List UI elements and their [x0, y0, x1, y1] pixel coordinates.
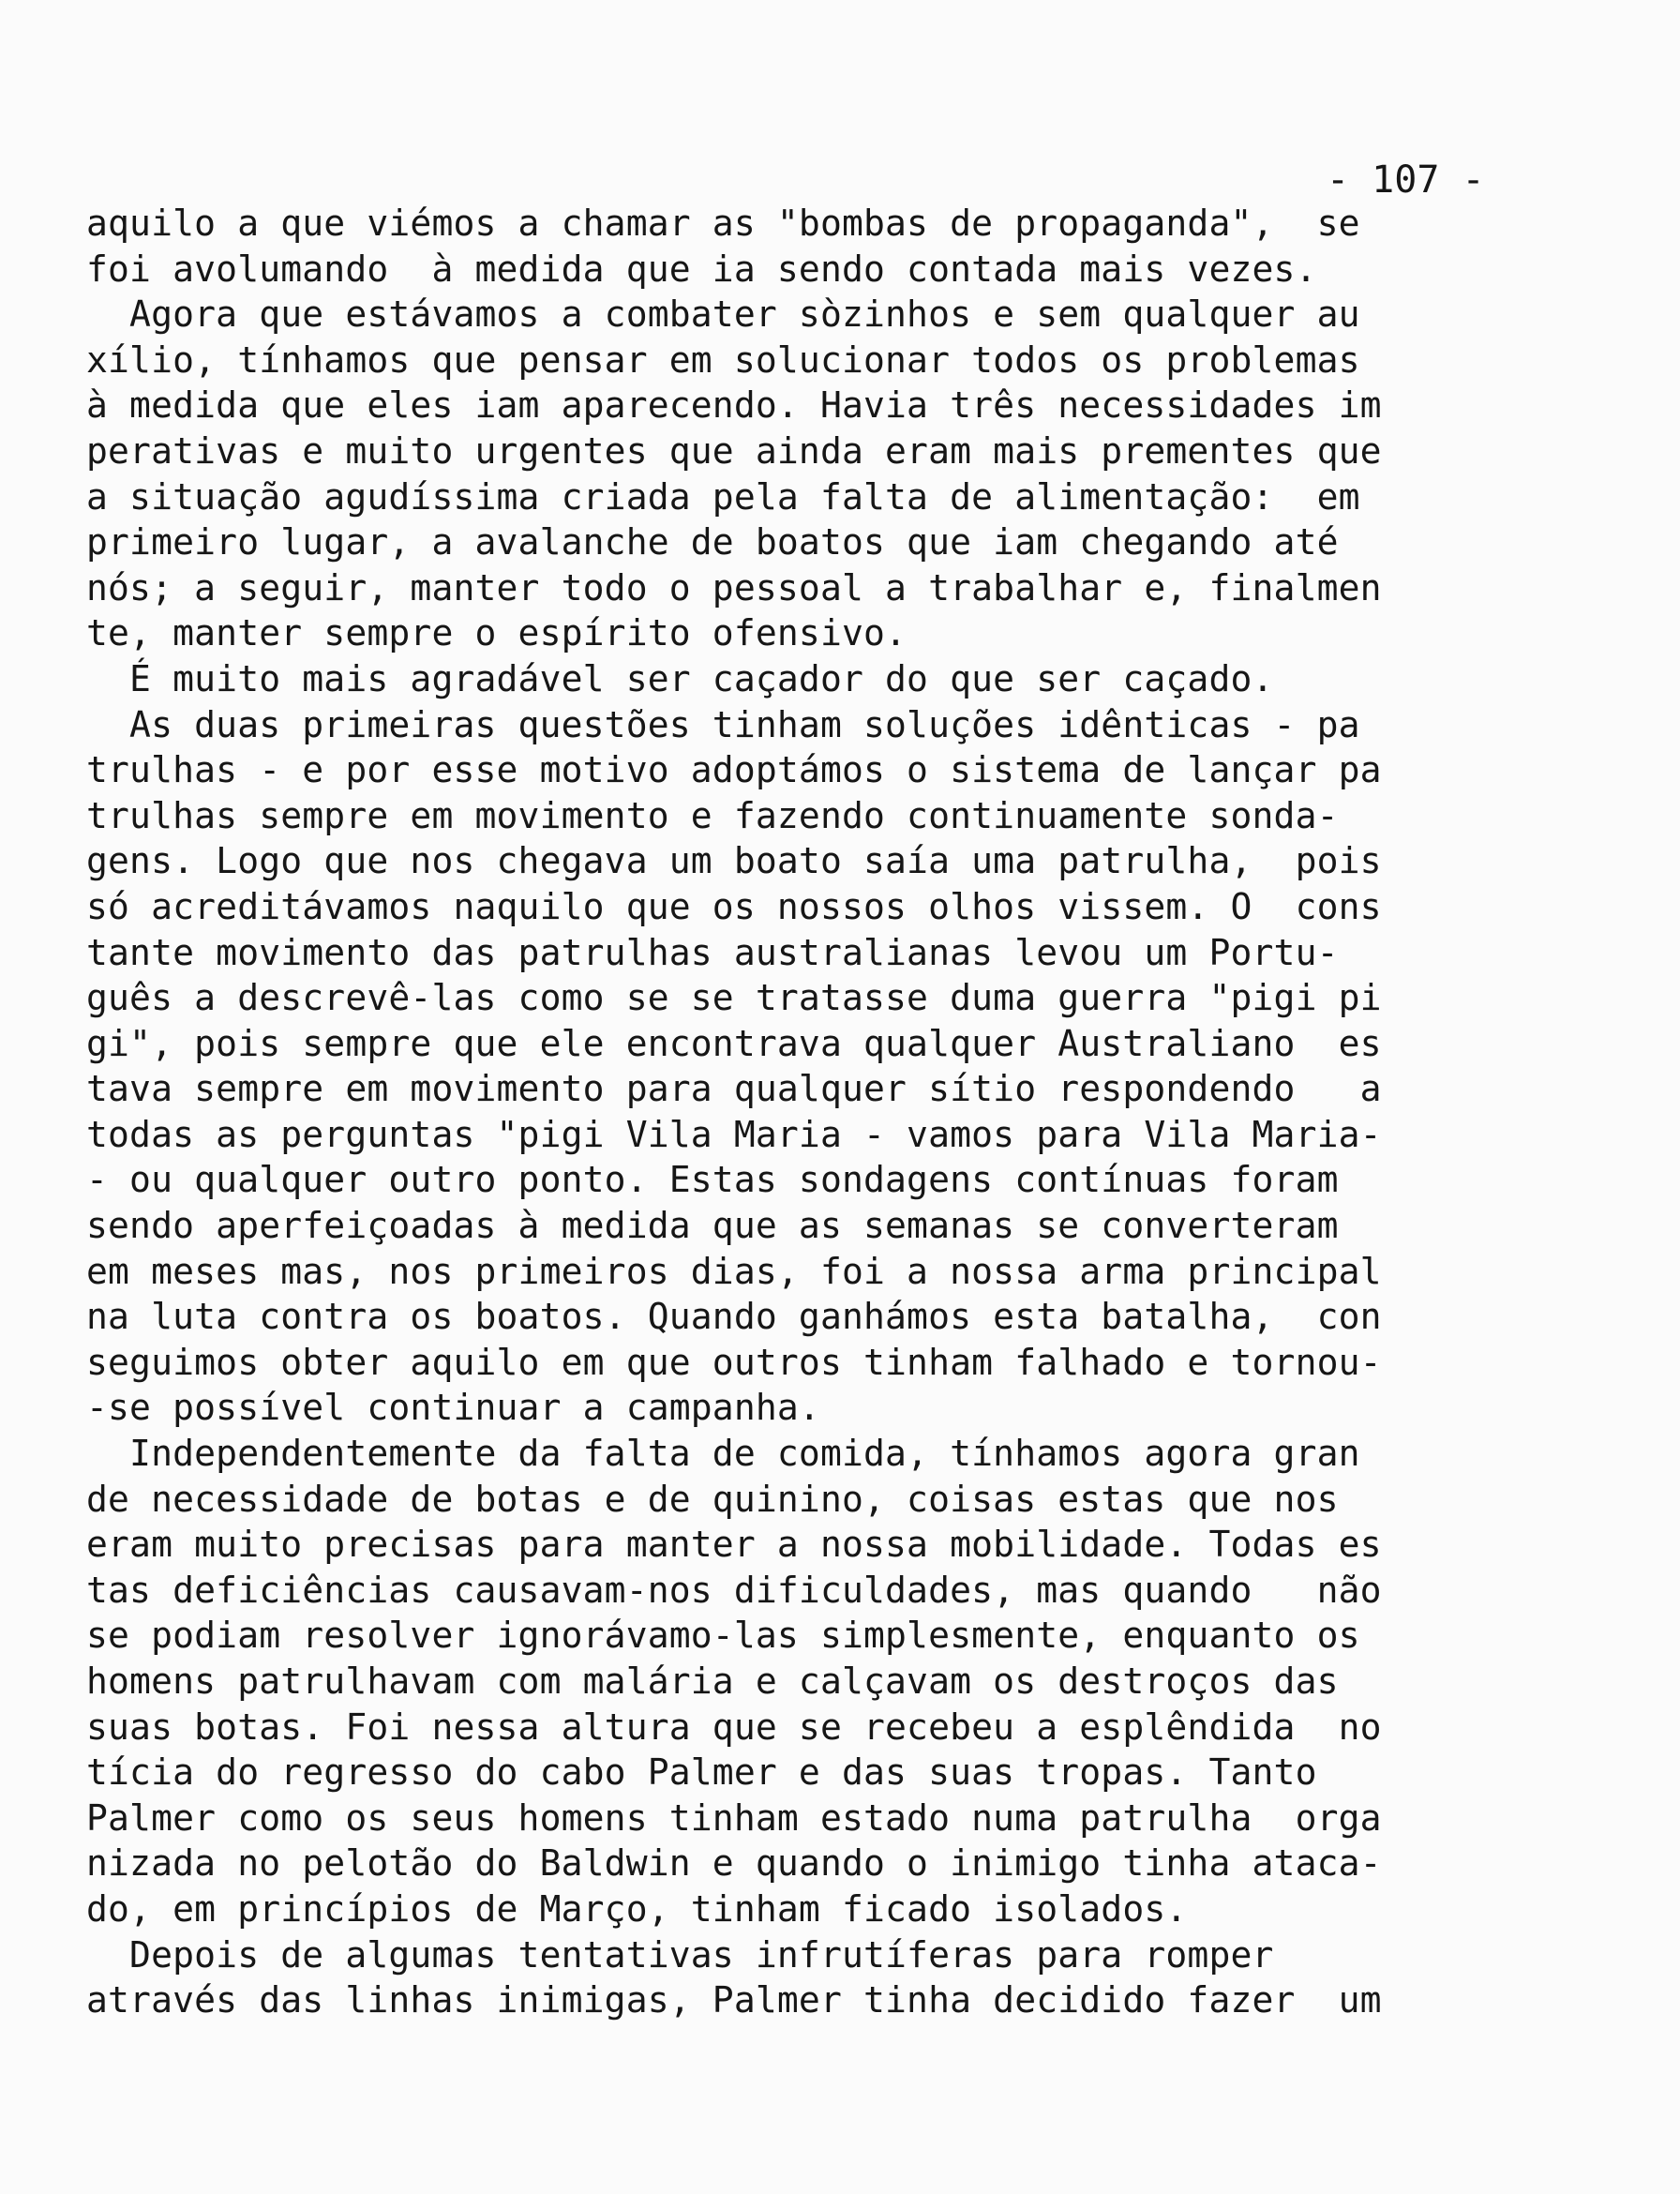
text-line: trulhas - e por esse motivo adoptámos o sistema de lançar pa — [86, 749, 1382, 791]
text-line: Palmer como os seus homens tinham estado numa patrulha orga — [86, 1796, 1382, 1839]
text-line: gi", pois sempre que ele encontrava qualquer Australiano es — [86, 1022, 1382, 1064]
text-line: em meses mas, nos primeiros dias, foi a nossa arma principal — [86, 1250, 1382, 1292]
text-line: trulhas sempre em movimento e fazendo continuamente sonda- — [86, 794, 1339, 836]
text-line: se podiam resolver ignorávamo-las simplesmente, enquanto os — [86, 1615, 1360, 1657]
text-line: tava sempre em movimento para qualquer sítio respondendo a — [86, 1068, 1382, 1110]
text-line: nós; a seguir, manter todo o pessoal a trabalhar e, finalmen — [86, 566, 1382, 609]
text-line: aquilo a que viémos a chamar as "bombas de propaganda", se — [86, 203, 1360, 244]
text-line: do, em princípios de Março, tinham ficado isolados. — [86, 1887, 1188, 1930]
text-line: É muito mais agradável ser caçador do que ser caçado. — [86, 657, 1274, 699]
text-line: a situação agudíssima criada pela falta de alimentação: em — [86, 475, 1360, 518]
text-line: tas deficiências causavam-nos dificuldades, mas quando não — [86, 1569, 1382, 1611]
text-line: Agora que estávamos a combater sòzinhos e sem qualquer au — [86, 293, 1360, 336]
text-line: As duas primeiras questões tinham soluções idênticas - pa — [86, 703, 1360, 745]
body-text — [86, 201, 1492, 2023]
text-line: te, manter sempre o espírito ofensivo. — [86, 612, 908, 654]
text-line: através das linhas inimigas, Palmer tinha decidido fazer um — [86, 1979, 1382, 2021]
text-line: - ou qualquer outro ponto. Estas sondagens contínuas foram — [86, 1159, 1339, 1201]
text-line: primeiro lugar, a avalanche de boatos que iam chegando até — [86, 521, 1339, 564]
text-line: seguimos obter aquilo em que outros tinham falhado e tornou- — [86, 1341, 1382, 1383]
text-line: só acreditávamos naquilo que os nossos olhos vissem. O cons — [86, 885, 1382, 927]
text-line: de necessidade de botas e de quinino, coisas estas que nos — [86, 1478, 1339, 1520]
text-line: suas botas. Foi nessa altura que se recebeu a esplêndida no — [86, 1706, 1382, 1748]
text-line: tícia do regresso do cabo Palmer e das suas tropas. Tanto — [86, 1751, 1317, 1794]
text-line: sendo aperfeiçoadas à medida que as semanas se converteram — [86, 1205, 1339, 1247]
text-line: na luta contra os boatos. Quando ganhámos esta batalha, con — [86, 1296, 1382, 1338]
text-line: homens patrulhavam com malária e calçavam os destroços das — [86, 1661, 1339, 1702]
text-line: tante movimento das patrulhas australianas levou um Portu- — [86, 931, 1339, 973]
text-line: à medida que eles iam aparecendo. Havia três necessidades im — [86, 384, 1382, 427]
text-line: Depois de algumas tentativas infrutíferas para romper — [86, 1933, 1274, 1976]
page-number: - 107 - — [1327, 158, 1485, 202]
text-line: nizada no pelotão do Baldwin e quando o inimigo tinha ataca- — [86, 1842, 1382, 1885]
text-line: xílio, tínhamos que pensar em solucionar todos os problemas — [86, 338, 1360, 381]
text-line: foi avolumando à medida que ia sendo contada mais vezes. — [86, 248, 1317, 290]
text-line: guês a descrevê-las como se se tratasse duma guerra "pigi pi — [86, 977, 1382, 1019]
text-line: eram muito precisas para manter a nossa mobilidade. Todas es — [86, 1524, 1382, 1566]
text-line: perativas e muito urgentes que ainda eram mais prementes que — [86, 429, 1382, 472]
text-line: todas as perguntas "pigi Vila Maria - vamos para Vila Maria- — [86, 1113, 1382, 1155]
text-line: gens. Logo que nos chegava um boato saía uma patrulha, pois — [86, 840, 1382, 882]
text-line: -se possível continuar a campanha. — [86, 1387, 820, 1429]
text-line: Independentemente da falta de comida, tínhamos agora gran — [86, 1433, 1360, 1475]
